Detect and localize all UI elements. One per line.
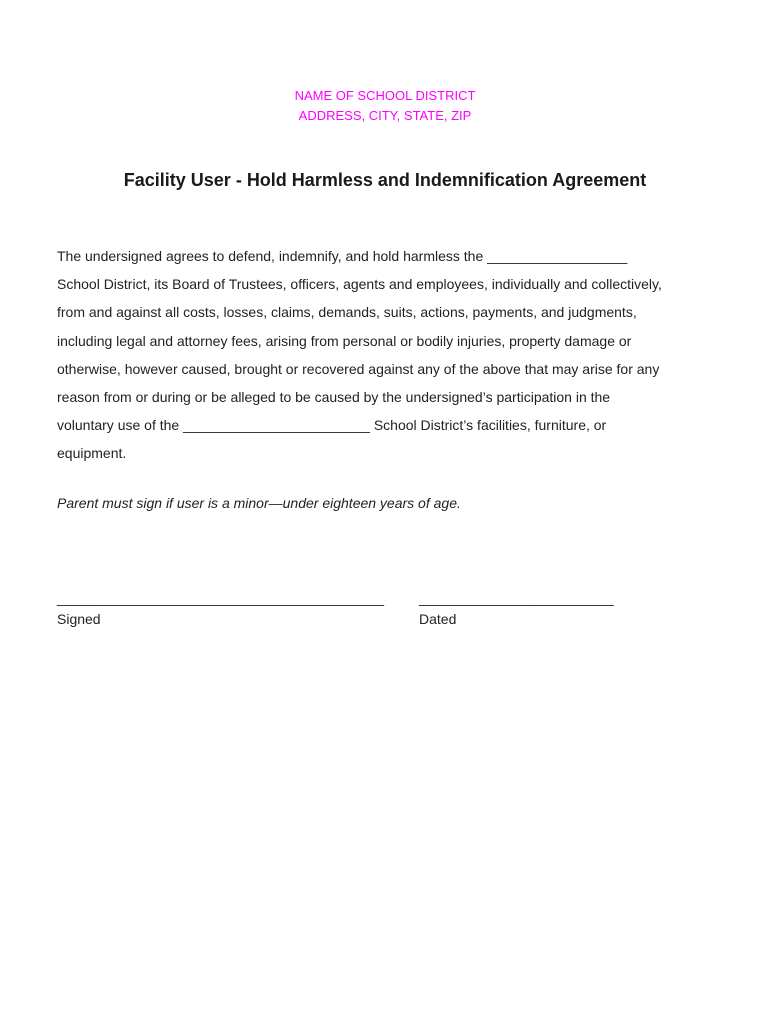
paragraph-line: including legal and attorney fees, arising from personal or bodily injuries, property damage or bbox=[57, 332, 632, 349]
district-header bbox=[0, 86, 770, 126]
district-address: ADDRESS, CITY, STATE, ZIP bbox=[298, 108, 472, 123]
signed-line: __________________________________________ bbox=[57, 590, 385, 606]
agreement-paragraph bbox=[57, 242, 727, 468]
paragraph-line: voluntary use of the ________________________ School District’s facilities, furniture, or bbox=[57, 417, 607, 434]
minor-note: Parent must sign if user is a minor—under eighteen years of age. bbox=[57, 495, 461, 511]
paragraph-line: from and against all costs, losses, claims, demands, suits, actions, payments, and judgments, bbox=[57, 304, 637, 321]
signed-label: Signed bbox=[57, 611, 101, 627]
dated-label: Dated bbox=[419, 611, 457, 627]
document-title: Facility User - Hold Harmless and Indemnification Agreement bbox=[123, 170, 647, 190]
paragraph-line: otherwise, however caused, brought or recovered against any of the above that may arise for any bbox=[57, 360, 660, 377]
dated-line: _________________________ bbox=[419, 590, 614, 606]
paragraph-line: equipment. bbox=[57, 445, 127, 462]
paragraph-line: reason from or during or be alleged to be caused by the undersigned’s participation in the bbox=[57, 389, 611, 406]
paragraph-line: The undersigned agrees to defend, indemnify, and hold harmless the __________________ bbox=[57, 248, 628, 264]
paragraph-line: School District, its Board of Trustees, officers, agents and employees, individually and collectively, bbox=[57, 276, 662, 293]
district-name: NAME OF SCHOOL DISTRICT bbox=[294, 88, 476, 103]
